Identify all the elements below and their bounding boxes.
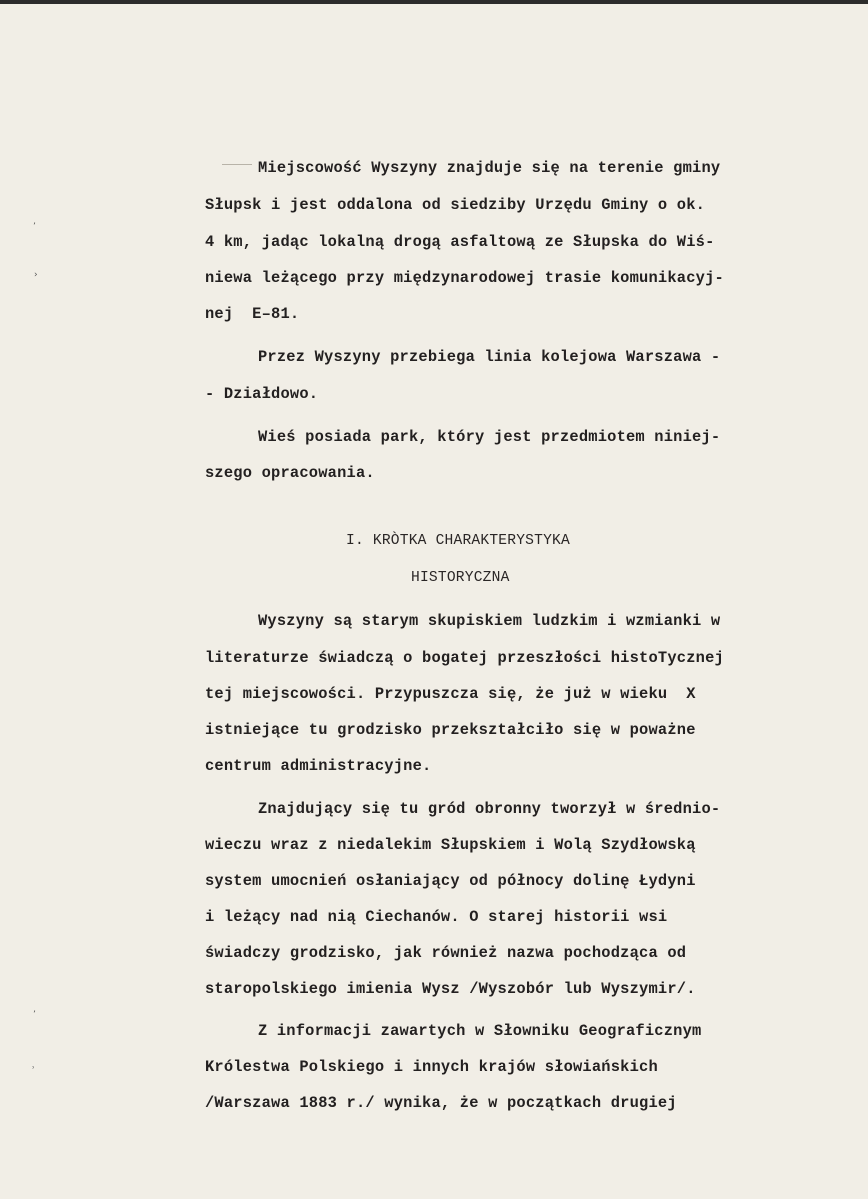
faint-line: [222, 164, 252, 165]
margin-mark: ˒: [32, 1064, 35, 1074]
typewritten-page: [0, 4, 868, 1199]
paragraph-line: istniejące tu grodzisko przekształciło się w poważne: [205, 721, 696, 739]
section-heading: I. KRÒTKA CHARAKTERYSTYKA: [346, 533, 570, 549]
paragraph-line: niewa leżącego przy międzynarodowej trasie komunikacyj-: [205, 269, 724, 287]
paragraph-line: świadczy grodzisko, jak również nazwa pochodząca od: [205, 944, 687, 962]
paragraph-line: system umocnień osłaniający od północy dolinę Łydyni: [205, 872, 696, 890]
margin-mark: ’: [33, 222, 36, 232]
paragraph-line: i leżący nad nią Ciechanów. O starej historii wsi: [205, 908, 668, 926]
paragraph-line: nej E–81.: [205, 305, 300, 323]
paragraph-line: Wieś posiada park, który jest przedmiotem niniej-: [258, 428, 721, 446]
paragraph-line: 4 km, jadąc lokalną drogą asfaltową ze Słupska do Wiś-: [205, 233, 715, 251]
paragraph-line: Przez Wyszyny przebiega linia kolejowa Warszawa -: [258, 348, 721, 366]
paragraph-line: - Działdowo.: [205, 385, 319, 403]
paragraph-line: centrum administracyjne.: [205, 757, 432, 775]
paragraph-line: tej miejscowości. Przypuszcza się, że już w wieku X: [205, 685, 696, 703]
paragraph-line: Miejscowość Wyszyny znajduje się na terenie gminy: [258, 159, 721, 177]
paragraph-line: Słupsk i jest oddalona od siedziby Urzędu Gminy o ok.: [205, 196, 706, 214]
paragraph-line: Królestwa Polskiego i innych krajów słowiańskich: [205, 1058, 658, 1076]
paragraph-line: Wyszyny są starym skupiskiem ludzkim i wzmianki w: [258, 612, 721, 630]
paragraph-line: staropolskiego imienia Wysz /Wyszobór lub Wyszymir/.: [205, 980, 696, 998]
section-heading: HISTORYCZNA: [411, 570, 510, 586]
paragraph-line: Z informacji zawartych w Słowniku Geograficznym: [258, 1022, 702, 1040]
paragraph-line: wieczu wraz z niedalekim Słupskiem i Wolą Szydłowską: [205, 836, 696, 854]
paragraph-line: Znajdujący się tu gród obronny tworzył w średnio-: [258, 800, 721, 818]
margin-mark: ›: [34, 270, 38, 280]
margin-mark: ’: [33, 1010, 36, 1020]
paragraph-line: /Warszawa 1883 r./ wynika, że w początkach drugiej: [205, 1094, 677, 1112]
paragraph-line: literaturze świadczą o bogatej przeszłości histoTycznej: [205, 649, 724, 667]
paragraph-line: szego opracowania.: [205, 464, 375, 482]
